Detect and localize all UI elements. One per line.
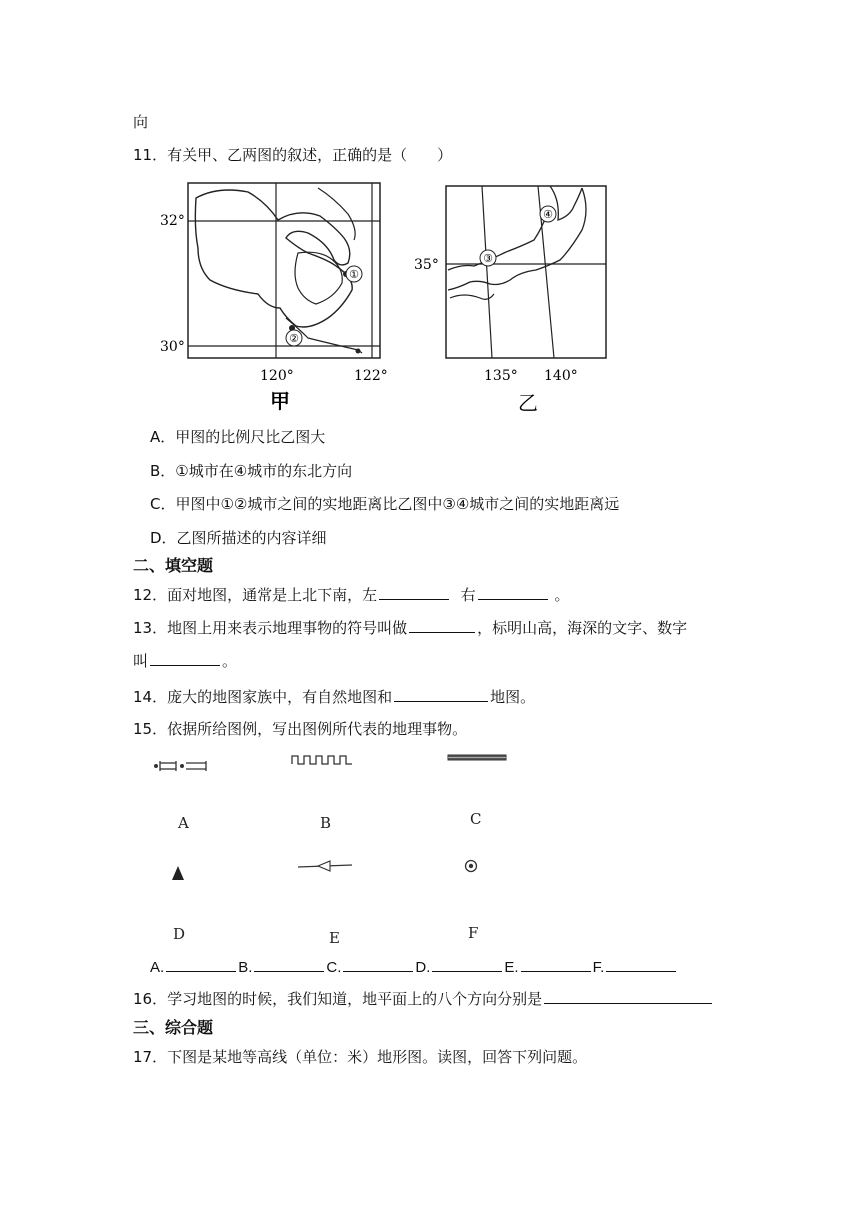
legend-b-wall-icon <box>290 752 354 768</box>
legend-e-river-icon <box>296 859 354 873</box>
q13-text-b: ，标明山高，海深的文字、数字 <box>477 619 688 637</box>
map-jia-caption: 甲 <box>270 389 290 413</box>
map-jia <box>158 178 398 414</box>
q13-line2 <box>133 651 237 671</box>
q17-stem: 17．下图是某地等高线（单位：米）地形图。读图，回答下列问题。 <box>133 1048 588 1066</box>
legend-label-a: A <box>178 814 189 832</box>
q16-blank[interactable] <box>544 989 712 1004</box>
q11-option-d: D．乙图所描述的内容详细 <box>150 529 327 547</box>
q14 <box>133 687 535 707</box>
legend-label-c: C <box>470 810 482 828</box>
q11-option-a: A．甲图的比例尺比乙图大 <box>150 428 326 446</box>
q15-answers <box>150 957 678 978</box>
q15-stem: 15．依据所给图例，写出图例所代表的地理事物。 <box>133 720 468 738</box>
q16 <box>133 989 714 1009</box>
legend-label-f: F <box>468 924 479 942</box>
map-jia-city2: ② <box>289 332 299 345</box>
map-jia-lat-top: 32° <box>160 213 185 229</box>
q15-answer-e-label: E. <box>504 959 519 976</box>
q15-blank-e[interactable] <box>521 957 591 972</box>
map-yi-lon-left: 135° <box>484 368 518 384</box>
q14-text-a: 14．庞大的地图家族中，有自然地图和 <box>133 688 393 706</box>
legend-label-b: B <box>320 814 332 832</box>
top-fragment: 向 <box>133 113 149 131</box>
section-3-title: 三、综合题 <box>133 1018 214 1037</box>
legend-a-railway-icon <box>150 758 220 774</box>
q14-blank[interactable] <box>394 687 488 702</box>
legend-label-d: D <box>173 925 186 943</box>
q12-text-c: 。 <box>554 586 570 604</box>
q13-blank-annotation[interactable] <box>150 651 220 666</box>
section-2-title: 二、填空题 <box>133 556 214 575</box>
q15-answer-c-label: C. <box>326 959 342 976</box>
map-yi-caption: 乙 <box>518 391 538 415</box>
map-jia-lon-left: 120° <box>260 368 294 384</box>
q12-blank-right[interactable] <box>478 585 548 600</box>
q14-text-b: 地图。 <box>490 688 536 706</box>
map-jia-lat-bottom: 30° <box>160 339 185 355</box>
q12-blank-left[interactable] <box>379 585 449 600</box>
q12 <box>133 585 569 605</box>
q12-text-a: 12．面对地图，通常是上北下南，左 <box>133 586 378 604</box>
q13-line1 <box>133 618 687 638</box>
q15-answer-a-label: A. <box>150 959 165 976</box>
q13-text-a: 13．地图上用来表示地理事物的符号叫做 <box>133 619 408 637</box>
q12-text-b: 右 <box>460 586 476 604</box>
q15-blank-c[interactable] <box>343 957 413 972</box>
q15-blank-d[interactable] <box>432 957 502 972</box>
q11-stem: 11．有关甲、乙两图的叙述，正确的是（ ） <box>133 146 453 164</box>
q15-answer-b-label: B. <box>238 959 253 976</box>
q11-option-b: B．①城市在④城市的东北方向 <box>150 462 353 480</box>
q16-text: 16．学习地图的时候，我们知道，地平面上的八个方向分别是 <box>133 990 543 1008</box>
q15-answer-f-label: F. <box>592 959 605 976</box>
legend-label-e: E <box>329 929 340 947</box>
legend-f-capital-icon <box>463 858 479 874</box>
q13-text-c: 叫 <box>133 652 149 670</box>
map-yi <box>410 180 610 416</box>
legend-c-road-icon <box>446 753 510 763</box>
q15-blank-b[interactable] <box>254 957 324 972</box>
map-jia-lon-right: 122° <box>354 368 388 384</box>
q15-answer-d-label: D. <box>415 959 431 976</box>
legend-d-peak-icon <box>170 864 186 882</box>
q13-blank-symbol[interactable] <box>409 618 475 633</box>
q15-blank-f[interactable] <box>606 957 676 972</box>
map-yi-city3: ③ <box>483 252 493 265</box>
map-yi-lat: 35° <box>414 257 439 273</box>
q13-text-d: 。 <box>222 652 238 670</box>
q11-option-c: C．甲图中①②城市之间的实地距离比乙图中③④城市之间的实地距离远 <box>150 495 620 513</box>
map-jia-city1: ① <box>349 268 359 281</box>
map-yi-city4: ④ <box>543 208 553 221</box>
map-yi-lon-right: 140° <box>544 368 578 384</box>
q15-blank-a[interactable] <box>166 957 236 972</box>
